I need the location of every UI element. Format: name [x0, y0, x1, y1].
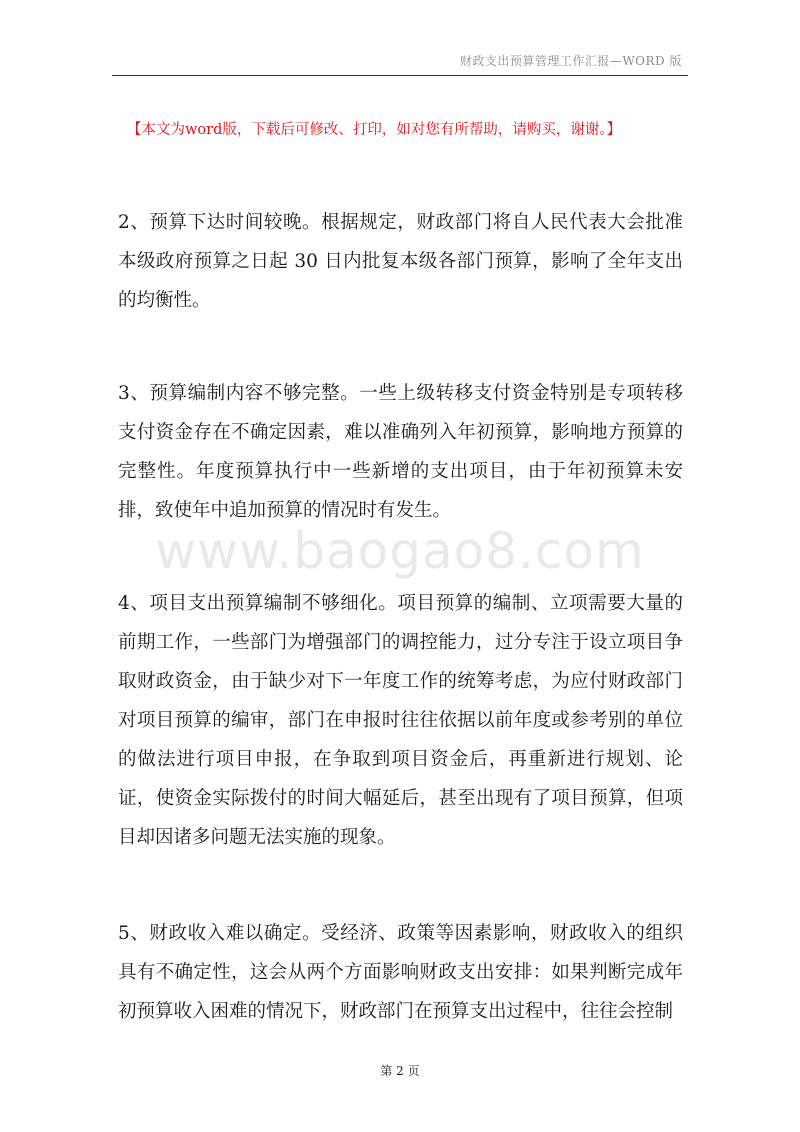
page-number: 第 2 页	[380, 1064, 420, 1078]
watermark: www.baogao8.com	[155, 522, 645, 580]
paragraph-5: 5、财政收入难以确定。受经济、政策等因素影响，财政收入的组织具有不确定性，这会从两个方面影响财政支出安排：如果判断完成年初预算收入困难的情况下，财政部门在预算支出过程中，往往会控制	[118, 923, 683, 1022]
purchase-notice: 【本文为word版，下载后可修改、打印，如对您有所帮助，请购买，谢谢。】	[127, 122, 622, 138]
document-header-title: 财政支出预算管理工作汇报—WORD 版	[459, 54, 682, 68]
header-divider	[112, 75, 688, 76]
paragraph-2: 2、预算下达时间较晚。根据规定，财政部门将自人民代表大会批准本级政府预算之日起 30 日内批复本级各部门预算，影响了全年支出的均衡性。	[118, 212, 683, 311]
paragraph-4: 4、项目支出预算编制不够细化。项目预算的编制、立项需要大量的前期工作，一些部门为增强部门的调控能力，过分专注于设立项目争取财政资金，由于缺少对下一年度工作的统筹考虑，为应付财政部门对项目预算的编审，部门在申报时往往依据以前年度或参考别的单位的做法进行项目申报，在争取到项目资金后，再重新进行规划、论证，使资金实际拨付的时间大幅延后，甚至出现有了项目预算，但项目却因诸多问题无法实施的现象。	[118, 593, 683, 848]
paragraph-3: 3、预算编制内容不够完整。一些上级转移支付资金特别是专项转移支付资金存在不确定因素，难以准确列入年初预算，影响地方预算的完整性。年度预算执行中一些新增的支出项目，由于年初预算未安排，致使年中追加预算的情况时有发生。	[118, 383, 683, 521]
